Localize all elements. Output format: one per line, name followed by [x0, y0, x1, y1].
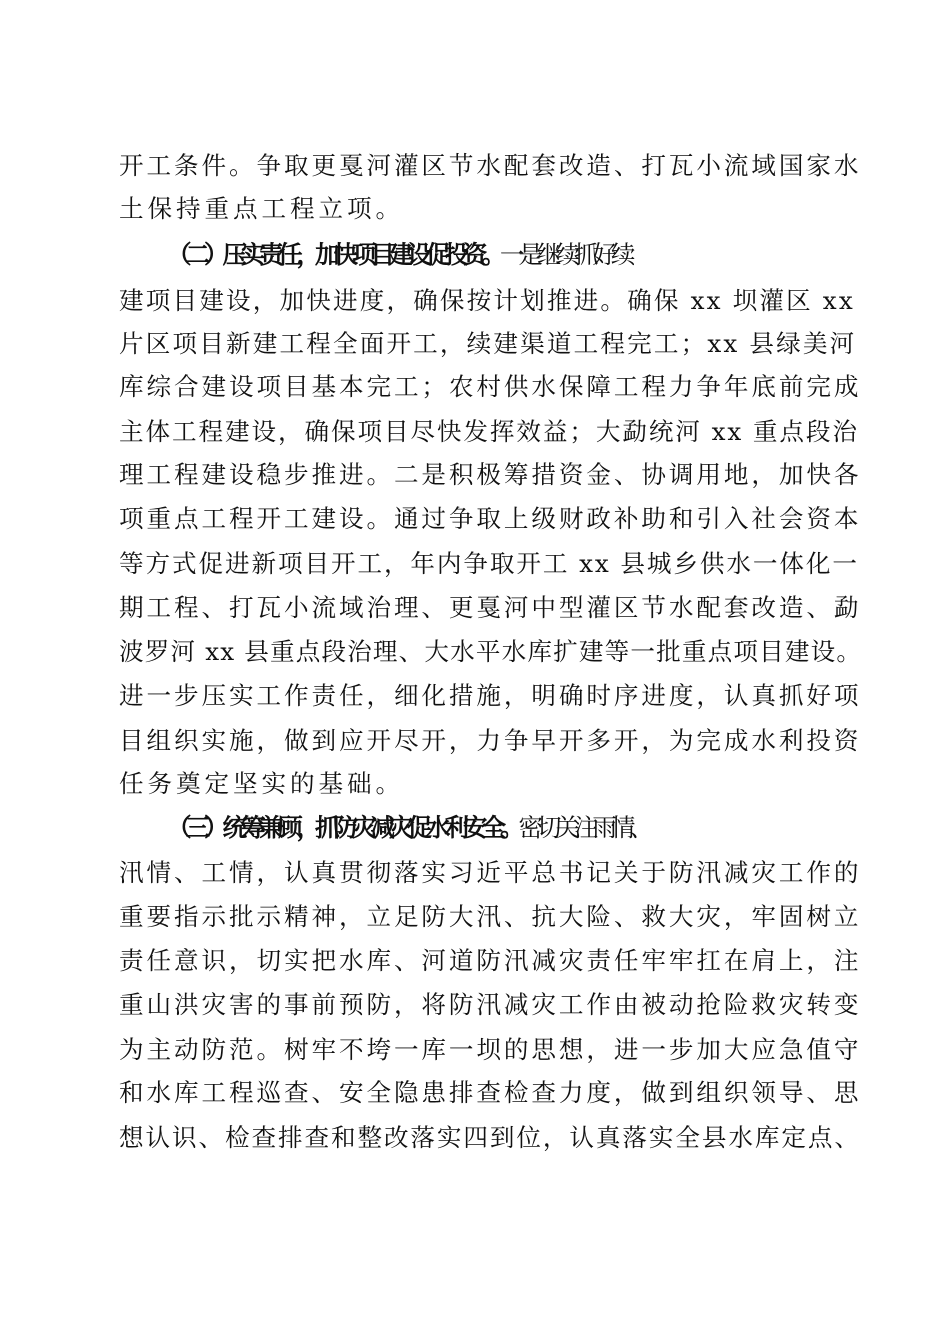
- body-line: 进一步压实工作责任，细化措施，明确时序进度，认真抓好项: [119, 681, 862, 710]
- body-line: 为主动防范。树牢不垮一库一坝的思想，进一步加大应急值守: [119, 1035, 862, 1064]
- body-line: 任务奠定坚实的基础。: [119, 769, 404, 798]
- body-line: 期工程、打瓦小流域治理、更戛河中型灌区节水配套改造、勐: [119, 593, 862, 622]
- body-line: 等方式促进新项目开工，年内争取开工 xx 县城乡供水一体化一: [119, 549, 859, 578]
- body-line: 想认识、检查排查和整改落实四到位，认真落实全县水库定点、: [119, 1123, 861, 1152]
- body-line: 主体工程建设，确保项目尽快发挥效益；大勐统河 xx 重点段治: [119, 417, 859, 446]
- body-line: 责任意识，切实把水库、河道防汛减灾责任牢牢扛在肩上，注: [119, 946, 862, 975]
- body-line: 开工条件。争取更戛河灌区节水配套改造、打瓦小流域国家水: [119, 151, 862, 180]
- body-line: 理工程建设稳步推进。二是积极筹措资金、协调用地，加快各: [119, 460, 862, 489]
- section-heading: （二）压实责任，加快项目建设促投资。: [167, 240, 500, 269]
- body-line: 片区项目新建工程全面开工，续建渠道工程完工；xx 县绿美河: [119, 329, 857, 358]
- body-line: 土保持重点工程立项。: [119, 194, 404, 223]
- body-line: 波罗河 xx 县重点段治理、大水平水库扩建等一批重点项目建设。: [119, 637, 863, 666]
- body-line: 建项目建设，加快进度，确保按计划推进。确保 xx 坝灌区 xx: [119, 286, 855, 315]
- body-line: 重山洪灾害的事前预防，将防汛减灾工作由被动抢险救灾转变: [119, 990, 862, 1019]
- body-line: 库综合建设项目基本完工；农村供水保障工程力争年底前完成: [119, 372, 862, 401]
- body-line: 重要指示批示精神，立足防大汛、抗大险、救大灾，牢固树立: [119, 902, 862, 931]
- body-line: 项重点工程开工建设。通过争取上级财政补助和引入社会资本: [119, 504, 862, 533]
- section-heading-line: （二）压实责任，加快项目建设促投资。一是继续抓好续: [167, 240, 630, 269]
- section-heading-line: （三）统筹兼顾，抓防灾减灾促水利安全。密切关注雨情、: [167, 813, 648, 842]
- section-heading: （三）统筹兼顾，抓防灾减灾促水利安全。: [167, 813, 519, 842]
- body-line: 目组织实施，做到应开尽开，力争早开多开，为完成水利投资: [119, 726, 862, 755]
- body-line: 和水库工程巡查、安全隐患排查检查力度，做到组织领导、思: [119, 1078, 862, 1107]
- body-line: 汛情、工情，认真贯彻落实习近平总书记关于防汛减灾工作的: [119, 858, 862, 887]
